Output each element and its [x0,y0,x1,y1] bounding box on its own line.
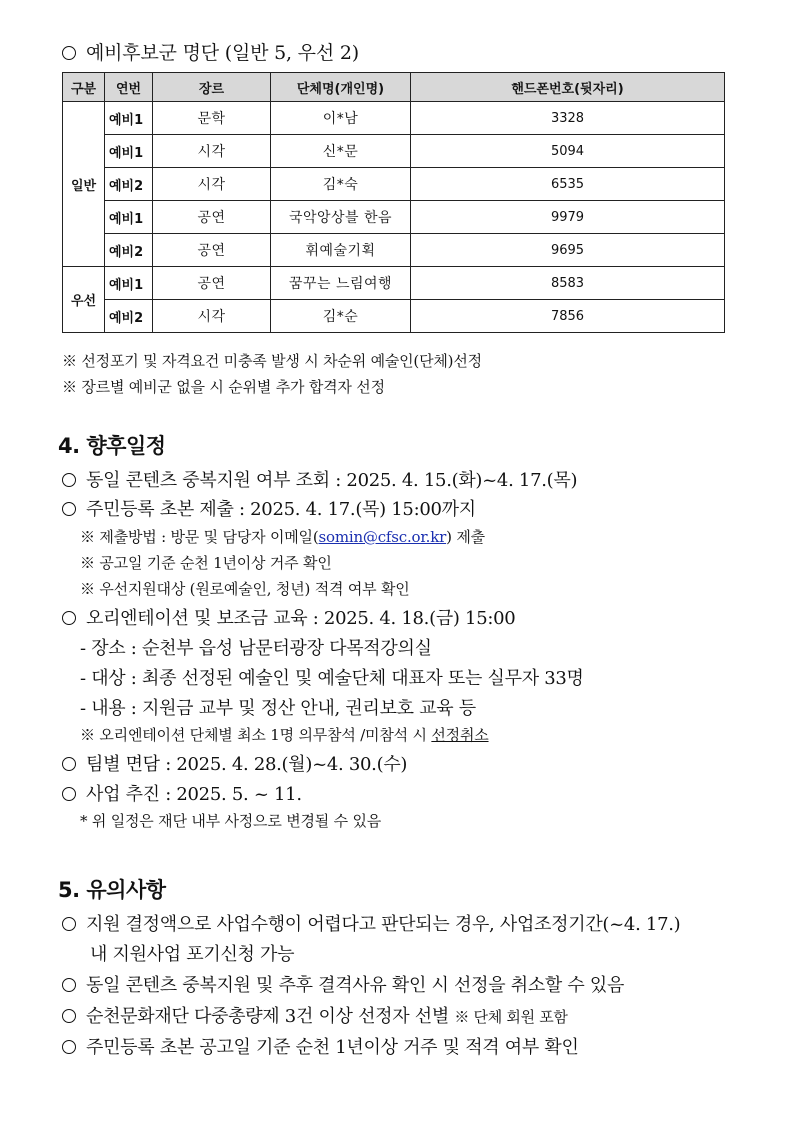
table-row [63,135,725,168]
caution-item-duplicate: 동일 콘텐츠 중복지원 및 추후 결격사유 확인 시 선정을 취소할 수 있음 [62,971,624,997]
submission-method-note: ※ 제출방법 : 방문 및 담당자 이메일(somin@cfsc.or.kr) 제출 [80,528,485,546]
schedule-change-note: * 위 일정은 재단 내부 사정으로 변경될 수 있음 [80,812,382,830]
schedule-item-team-interview: 팀별 면담 : 2025. 4. 28.(월)~4. 30.(수) [62,750,407,776]
name-cell: 신*문 [271,135,411,168]
genre-cell: 공연 [153,267,271,300]
orientation-place: - 장소 : 순천부 읍성 남문터광장 다목적강의실 [80,638,432,659]
caution-item-quota: 순천문화재단 다중총량제 3건 이상 선정자 선별 ※ 단체 회원 포함 [62,1002,568,1028]
rank-cell: 예비1 [105,135,153,168]
phone-cell: 8583 [411,267,725,300]
table-row [63,102,725,135]
genre-cell: 시각 [153,135,271,168]
name-cell: 김*숙 [271,168,411,201]
schedule-section-title: 4. 향후일정 [58,434,166,458]
caution-item-withdrawal: 지원 결정액으로 사업수행이 어렵다고 판단되는 경우, 사업조정기간(~4. 17.) [62,910,680,936]
table-row [63,201,725,234]
orientation-target: - 대상 : 최종 선정된 예술인 및 예술단체 대표자 또는 실무자 33명 [80,668,584,689]
name-cell: 국악앙상블 한음 [271,201,411,234]
circle-bullet-icon [62,1040,76,1054]
circle-bullet-icon [62,502,76,516]
name-cell: 이*남 [271,102,411,135]
circle-bullet-icon [62,1009,76,1023]
rank-cell: 예비2 [105,300,153,333]
caution-item-withdrawal-line2: 내 지원사업 포기신청 가능 [90,944,295,965]
table-row [63,234,725,267]
reserve-title: 예비후보군 명단 (일반 5, 우선 2) [62,38,359,65]
schedule-item-duplicate-check: 동일 콘텐츠 중복지원 여부 조회 : 2025. 4. 15.(화)~4. 17.(목) [62,466,577,492]
table-row [63,168,725,201]
header-phone: 핸드폰번호(뒷자리) [411,73,725,102]
table-header-row [63,73,725,102]
category-general: 일반 [63,102,105,267]
phone-cell: 9695 [411,234,725,267]
email-link[interactable]: somin@cfsc.or.kr [318,528,447,546]
circle-bullet-icon [62,46,76,60]
reserve-note-2: ※ 장르별 예비군 없을 시 순위별 추가 합격자 선정 [62,378,385,396]
orientation-content: - 내용 : 지원금 교부 및 정산 안내, 권리보호 교육 등 [80,698,476,719]
rank-cell: 예비2 [105,168,153,201]
name-cell: 김*순 [271,300,411,333]
schedule-item-resident-register: 주민등록 초본 제출 : 2025. 4. 17.(목) 15:00까지 [62,495,476,521]
phone-cell: 7856 [411,300,725,333]
header-category: 구분 [63,73,105,102]
phone-cell: 5094 [411,135,725,168]
circle-bullet-icon [62,787,76,801]
circle-bullet-icon [62,917,76,931]
phone-cell: 9979 [411,201,725,234]
reserve-table [62,72,725,333]
rank-cell: 예비2 [105,234,153,267]
residency-note: ※ 공고일 기준 순천 1년이상 거주 확인 [80,554,332,572]
circle-bullet-icon [62,611,76,625]
orientation-attendance-note: ※ 오리엔테이션 단체별 최소 1명 의무참석 /미참석 시 선정취소 [80,726,489,744]
genre-cell: 문학 [153,102,271,135]
phone-cell: 6535 [411,168,725,201]
table-row [63,300,725,333]
table-row [63,267,725,300]
name-cell: 휘예술기획 [271,234,411,267]
priority-eligibility-note: ※ 우선지원대상 (원로예술인, 청년) 적격 여부 확인 [80,580,410,598]
caution-item-residency: 주민등록 초본 공고일 기준 순천 1년이상 거주 및 적격 여부 확인 [62,1033,579,1059]
rank-cell: 예비1 [105,267,153,300]
category-priority: 우선 [63,267,105,333]
rank-cell: 예비1 [105,102,153,135]
schedule-item-orientation: 오리엔테이션 및 보조금 교육 : 2025. 4. 18.(금) 15:00 [62,604,515,630]
reserve-note-1: ※ 선정포기 및 자격요건 미충족 발생 시 차순위 예술인(단체)선정 [62,352,482,370]
schedule-item-project-run: 사업 추진 : 2025. 5. ~ 11. [62,780,302,806]
name-cell: 꿈꾸는 느림여행 [271,267,411,300]
genre-cell: 시각 [153,300,271,333]
phone-cell: 3328 [411,102,725,135]
circle-bullet-icon [62,978,76,992]
genre-cell: 시각 [153,168,271,201]
genre-cell: 공연 [153,234,271,267]
circle-bullet-icon [62,473,76,487]
header-name: 단체명(개인명) [271,73,411,102]
rank-cell: 예비1 [105,201,153,234]
header-rank: 연번 [105,73,153,102]
genre-cell: 공연 [153,201,271,234]
cautions-section-title: 5. 유의사항 [58,878,166,902]
circle-bullet-icon [62,757,76,771]
header-genre: 장르 [153,73,271,102]
